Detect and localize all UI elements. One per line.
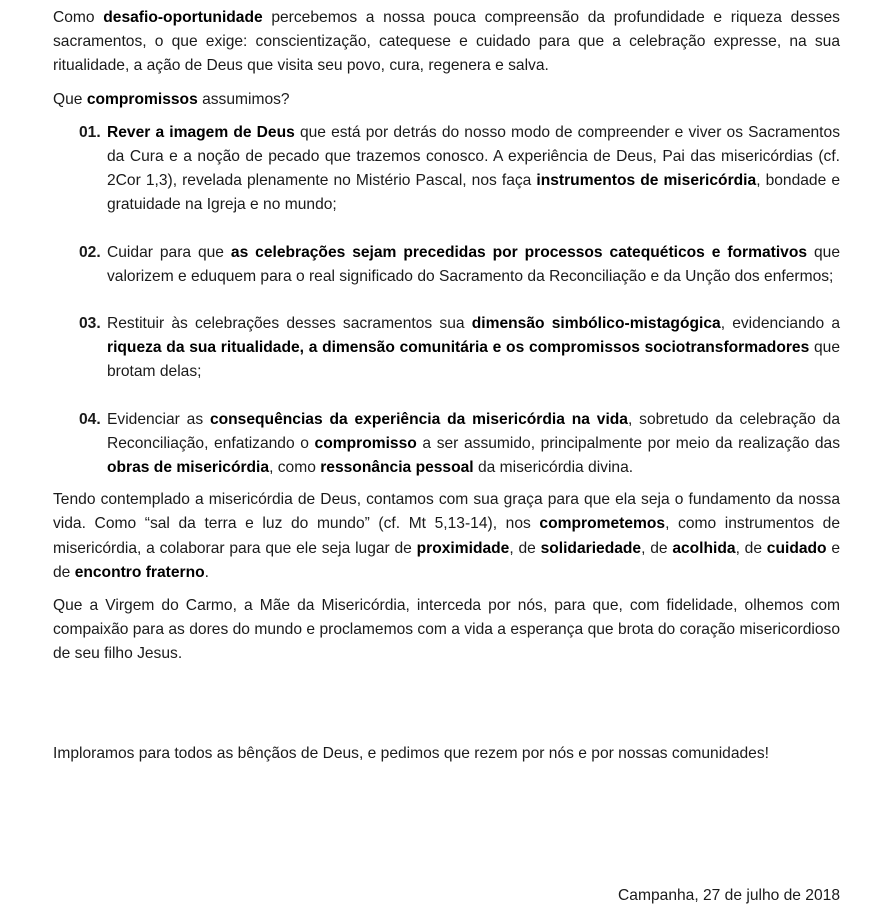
text-run: , bondade e gratuidade na Igreja e no mundo; xyxy=(107,172,840,214)
list-item xyxy=(53,312,840,385)
bold-run: encontro fraterno xyxy=(74,563,205,581)
text-run: Restituir às celebrações desses sacramentos sua xyxy=(107,315,472,333)
item-number: 04. xyxy=(79,410,101,428)
bold-run: comprometemos xyxy=(539,515,666,533)
bold-run: consequências da experiência da misericórdia na vida xyxy=(209,410,628,428)
text-run: assumimos? xyxy=(197,90,290,108)
text-run: que brotam delas; xyxy=(107,339,840,381)
bold-run: dimensão simbólico-mistagógica xyxy=(471,315,721,333)
text-run: percebemos a nossa pouca compreensão da profundidade e riqueza desses sacramentos, o que exige: conscientização, catequese e cuidado para que a celebração expresse, na sua ritualidade, a ação de Deus que visita seu povo, cura, regenera e salva. xyxy=(53,9,840,75)
paragraph-challenge xyxy=(53,6,840,79)
paragraph-commitments-question xyxy=(53,88,840,112)
list-item xyxy=(53,121,840,218)
bold-run: desafio-oportunidade xyxy=(103,9,263,26)
bold-run: obras de misericórdia xyxy=(107,459,270,477)
paragraph-mercy xyxy=(53,488,840,585)
item-number: 01. xyxy=(79,123,101,141)
item-text xyxy=(107,312,840,385)
bold-run: Rever a imagem de Deus xyxy=(107,123,295,141)
document-body xyxy=(53,6,840,667)
text-run: , de xyxy=(509,539,541,557)
signature-date: Campanha, 27 de julho de 2018 xyxy=(618,887,840,904)
bold-run: as celebrações sejam precedidas por processos catequéticos e formativos xyxy=(230,243,808,261)
item-text xyxy=(107,241,840,289)
text-run: , como instrumentos de misericórdia, a colaborar para que ele seja lugar de xyxy=(53,515,840,557)
text-run: . xyxy=(204,563,209,581)
text-run: Que a Virgem do Carmo, a Mãe da Misericórdia, interceda por nós, para que, com fidelidade, olhemos com compaixão para as dores do mundo e proclamemos com a vida a esperança que brota do coração misericordioso de seu filho Jesus. xyxy=(53,597,840,663)
item-number: 02. xyxy=(79,243,101,261)
text-run: , de xyxy=(641,539,673,557)
text-run: , evidenciando a xyxy=(720,315,840,333)
bold-run: acolhida xyxy=(672,539,736,557)
text-run: Que xyxy=(53,90,87,108)
text-run: que valorizem e eduquem para o real significado do Sacramento da Reconciliação e da Unção dos enfermos; xyxy=(107,243,840,285)
text-run: , como xyxy=(269,459,321,477)
item-text xyxy=(107,121,840,218)
bold-run: ressonância pessoal xyxy=(320,459,474,477)
item-number: 03. xyxy=(79,315,101,333)
bold-run: riqueza da sua ritualidade, a dimensão comunitária e os compromissos sociotransformadores xyxy=(107,339,810,357)
text-run: e de xyxy=(53,539,841,581)
bold-run: instrumentos de misericórdia xyxy=(536,172,757,190)
text-run: a ser assumido, principalmente por meio da realização das xyxy=(416,434,840,452)
bold-run: solidariedade xyxy=(540,539,642,557)
list-item xyxy=(53,241,840,289)
paragraph-virgin-carmo xyxy=(53,594,840,667)
text-run: Tendo contemplado a misericórdia de Deus, contamos com sua graça para que ela seja o fundamento da nossa vida. Como “sal da terra e luz do mundo” (cf. Mt 5,13-14), nos xyxy=(53,491,840,533)
text-run: , de xyxy=(735,539,767,557)
bold-run: cuidado xyxy=(766,539,827,557)
list-item xyxy=(53,408,840,481)
text-run: , sobretudo da celebração da Reconciliação, enfatizando o xyxy=(107,410,840,452)
text-run: que está por detrás do nosso modo de compreender e viver os Sacramentos da Cura e a noção de pecado que trazemos conosco. A experiência de Deus, Pai das misericórdias (cf. 2Cor 1,3), revelada plenamente no Mistério Pascal, nos faça xyxy=(107,123,840,190)
bold-run: proximidade xyxy=(416,539,510,557)
bold-run: compromisso xyxy=(314,434,417,452)
bold-run: compromissos xyxy=(86,90,198,108)
text-run: Cuidar para que xyxy=(107,243,231,261)
item-text xyxy=(107,408,840,481)
commitments-list xyxy=(53,121,840,480)
text-run: da misericórdia divina. xyxy=(473,459,634,477)
closing-blessing: Imploramos para todos as bênçãos de Deus, e pedimos que rezem por nós e por nossas comunidades! xyxy=(53,745,769,762)
text-run: Evidenciar as xyxy=(107,410,210,428)
text-run: Como xyxy=(53,9,104,26)
